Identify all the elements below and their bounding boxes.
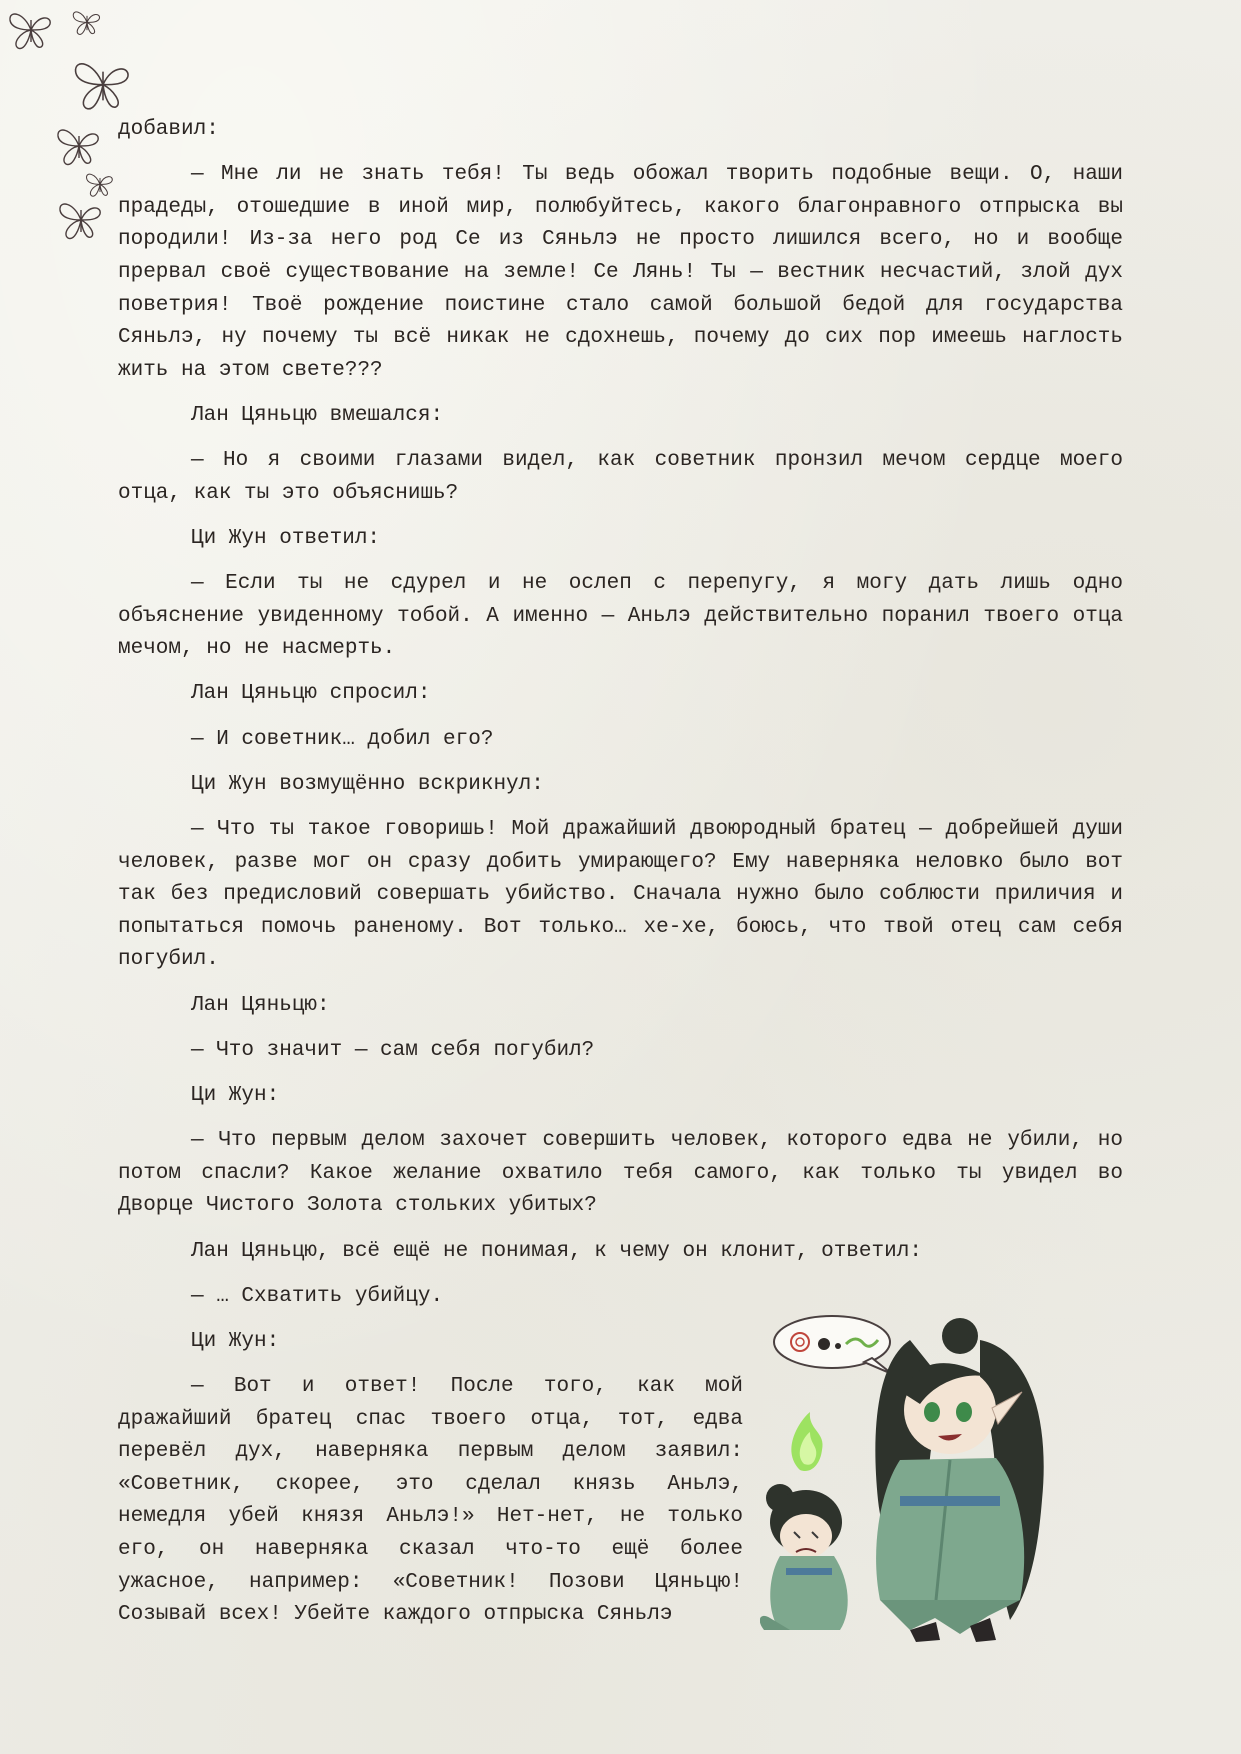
paragraph: — Что значит — сам себя погубил? [191,1038,595,1062]
paragraph: Ци Жун: [191,1083,280,1107]
paragraph: — Мне ли не знать тебя! Ты ведь обожал творить подобные вещи. О, наши прадеды, отошедшие в иной мир, полюбуйтесь, какого благонравного отпрыска вы породили! Из-за него род Се из Сяньлэ не просто лишился всего, но и вообще прервал своё существование на земле! Се Лянь! Ты — вестник несчастий, злой дух поветрия! Твоё рождение поистине стало самой большой бедой для государства Сяньлэ, ну почему ты всё никак не сдохнешь, почему до сих пор имеешь наглость жить на этом свете??? [118,163,1123,382]
butterfly-icon [6,8,56,54]
paragraph: добавил: [118,118,219,141]
butterfly-icon [54,124,104,170]
butterfly-icon [56,196,106,246]
paragraph: Лан Цяньцю спросил: [191,682,431,706]
paragraph: — … Схватить убийцу. [191,1284,444,1308]
paragraph: Ци Жун: [191,1329,280,1353]
butterfly-icon [70,56,136,116]
paragraph: Ци Жун возмущённо вскрикнул: [191,772,544,796]
chibi-illustration [760,1300,1140,1645]
paragraph: — Если ты не сдурел и не ослеп с перепугу, я могу дать лишь одно объяснение увиденному тобой. А именно — Аньлэ действительно поранил твоего отца мечом, но не насмерть. [118,572,1123,661]
paragraph: — И советник… добил его? [191,727,494,751]
paragraph: — Вот и ответ! После того, как мой дражайший братец спас твоего отца, тот, едва перевёл дух, наверняка первым делом заявил: «Советник, скорее, это сделал князь Аньлэ, немедля убей князя Аньлэ!» Нет-нет, не только его, он наверняка сказал что-то ещё более ужасное, например: «Советник! Позови Цяньцю! Созывай всех! Убейте каждого отпрыска Сяньлэ [118,1375,743,1627]
butterfly-icon [70,8,104,38]
paragraph: — Что ты такое говоришь! Мой дражайший двоюродный братец — добрейшей души человек, разве мог он сразу добить умирающего? Ему наверняка неловко было вот так без предисловий совершать убийство. Сначала нужно было соблюсти приличия и попытаться помочь раненому. Вот только… хе-хе, боюсь, что твой отец сам себя погубил. [118,818,1123,972]
speech-bubble-icon [774,1316,892,1374]
paragraph: Ци Жун ответил: [191,526,381,550]
paragraph: — Что первым делом захочет совершить человек, которого едва не убили, но потом спасли? Какое желание охватило тебя самого, как только ты увидел во Дворце Чистого Золота стольких убитых? [118,1129,1123,1218]
paragraph: Лан Цяньцю вмешался: [191,403,444,427]
ghost-fire-icon [791,1412,822,1471]
paragraph: Лан Цяньцю: [191,993,330,1017]
paragraph: Лан Цяньцю, всё ещё не понимая, к чему он клонит, ответил: [191,1239,922,1263]
paragraph: — Но я своими глазами видел, как советник пронзил мечом сердце моего отца, как ты это объяснишь? [118,449,1123,505]
